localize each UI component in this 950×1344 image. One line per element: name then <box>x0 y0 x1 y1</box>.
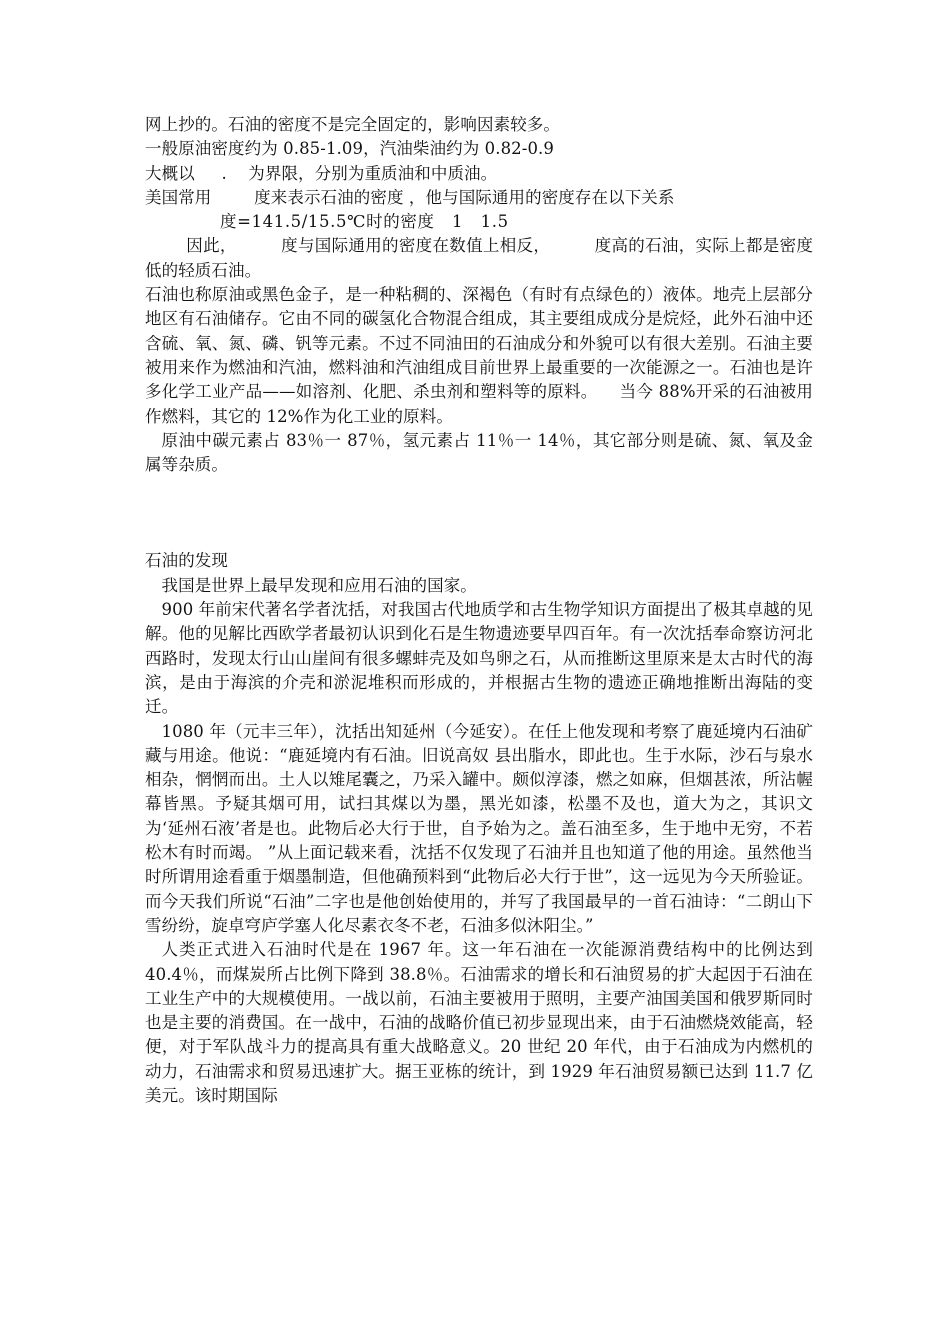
intro-line-2: 一般原油密度约为 0.85-1.09，汽油柴油约为 0.82-0.9 <box>145 139 554 159</box>
section-heading: 石油的发现 <box>145 551 228 571</box>
discovery-paragraph-3: 1080 年（元丰三年），沈括出知延州（今延安）。在任上他发现和考察了鹿延境内石油矿藏与用途。他说：“鹿延境内有石油。旧说高奴 县出脂水，即此也。生于水际，沙石与泉水相杂，惘惘而出。土人以雉尾囊之，乃采入罐中。颇似淳漆，燃之如麻，但烟甚浓，所沾幄幕皆黑。予疑其烟可用，试扫其煤以为墨，黑光如漆，松墨不及也，道大为之，其识文为‘延州石液’者是也。此物后必大行于世，自予始为之。盖石油至多，生于地中无穷，不若松木有时而竭。 ”从上面记载来看，沈括不仅发现了石油并且也知道了他的用途。虽然他当时所谓用途看重于烟墨制造，但他确预料到“此物后必大行于世”，这一远见为今天所验证。而今天我们所说“石油”二字也是他创始使用的，并写了我国最早的一首石油诗：“二朗山下雪纷纷，旋卓穹庐学塞人化尽素衣冬不老，石油多似沐阳尘。” <box>145 721 813 935</box>
discovery-paragraph-2: 900 年前宋代著名学者沈括，对我国古代地质学和古生物学知识方面提出了极其卓越的见解。他的见解比西欧学者最初认识到化石是生物遗迹要早四百年。有一次沈括奉命察访河北西路时，发现太行山山崖间有很多螺蚌壳及如鸟卵之石，从而推断这里原来是太古时代的海滨，是由于海滨的介壳和淤泥堆积而形成的，并根据古生物的遗迹正确地推断出海陆的变迁。 <box>145 600 813 717</box>
document-body <box>145 113 813 1108</box>
density-formula: 度=141.5/15.5℃时的密度 1 1.5 <box>220 212 509 232</box>
intro-line-4: 美国常用 度来表示石油的密度 ，他与国际通用的密度存在以下关系 <box>145 187 675 207</box>
discovery-paragraph-1: 我国是世界上最早发现和应用石油的国家。 <box>161 575 477 595</box>
intro-line-3: 大概以 . 为界限，分别为重质油和中质油。 <box>145 163 498 183</box>
intro-line-1: 网上抄的。石油的密度不是完全固定的，影响因素较多。 <box>145 115 560 134</box>
definition-paragraph: 石油也称原油或黑色金子，是一种粘稠的、深褐色（有时有点绿色的）液体。地壳上层部分地区有石油储存。它由不同的碳氢化合物混合组成，其主要组成成分是烷烃，此外石油中还含硫、氧、氮、磷、钒等元素。不过不同油田的石油成分和外貌可以有很大差别。石油主要被用来作为燃油和汽油，燃料油和汽油组成目前世界上最重要的一次能源之一。石油也是许多化学工业产品——如溶剂、化肥、杀虫剂和塑料等的原料。 当今 88%开采的石油被用作燃料，其它的 12%作为化工业的原料。 <box>145 285 813 426</box>
composition-paragraph: 原油中碳元素占 83％一 87％，氢元素占 11％一 14％，其它部分则是硫、氮、氧及金属等杂质。 <box>145 430 813 475</box>
therefore-paragraph: 因此， 度与国际通用的密度在数值上相反， 度高的石油，实际上都是密度低的轻质石油。 <box>145 236 813 280</box>
section-spacer <box>145 477 813 549</box>
discovery-paragraph-4: 人类正式进入石油时代是在 1967 年。这一年石油在一次能源消费结构中的比例达到 40.4％，而煤炭所占比例下降到 38.8％。石油需求的增长和石油贸易的扩大起因于石油在工业生产中的大规模使用。一战以前，石油主要被用于照明，主要产油国美国和俄罗斯同时也是主要的消费国。在一战中，石油的战略价值已初步显现出来，由于石油燃烧效能高，轻便，对于军队战斗力的提高具有重大战略意义。20 世纪 20 年代，由于石油成为内燃机的动力，石油需求和贸易迅速扩大。据王亚栋的统计，到 1929 年石油贸易额已达到 11.7 亿美元。该时期国际 <box>145 940 813 1105</box>
